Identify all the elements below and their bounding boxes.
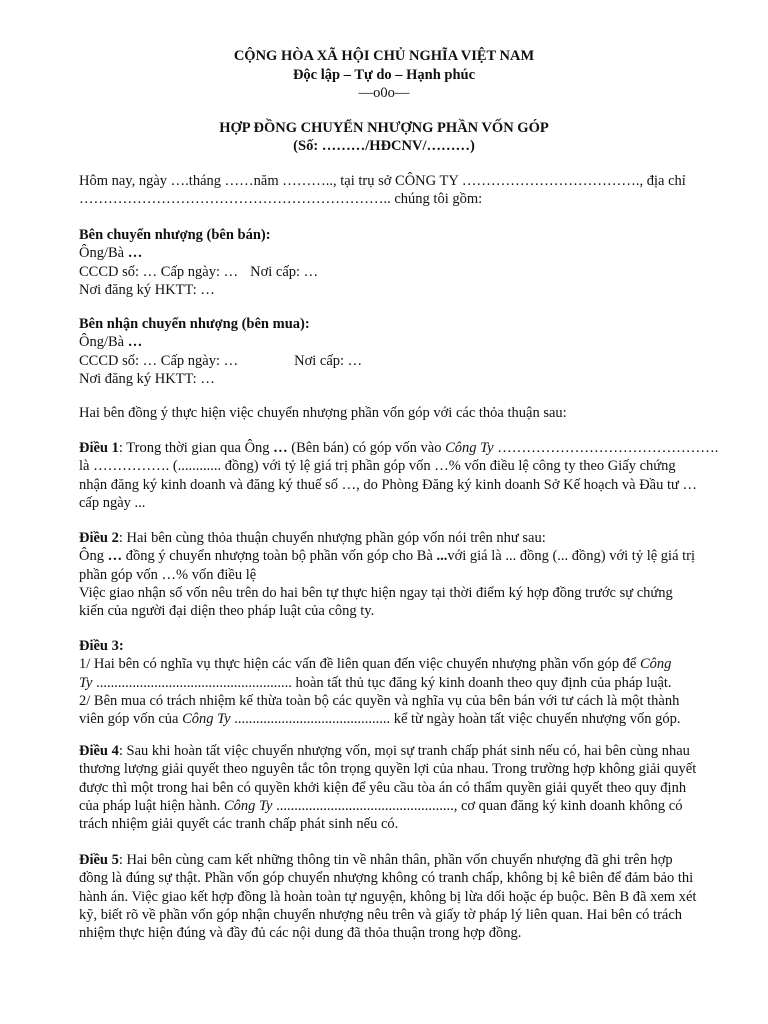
document-title: HỢP ĐỒNG CHUYỂN NHƯỢNG PHẦN VỐN GÓP — [219, 120, 549, 136]
article-4-line-3: được thì một trong hai bên có quyền khởi kiện để yêu cầu tòa án có thẩm quyền giải quyết theo quy định — [79, 779, 687, 796]
seller-heading: Bên chuyển nhượng (bên bán): — [79, 227, 271, 243]
article-4-line-2: thương lượng giải quyết theo nguyên tắc tôn trọng quyền lợi của nhau. Trong trường hợp không giải quyết — [79, 761, 697, 778]
article-4-label: Điều 4 — [79, 743, 119, 759]
article-4-line-1: : Sau khi hoàn tất việc chuyển nhượng vốn, mọi sự tranh chấp phát sinh nếu có, hai bên cùng nhau — [118, 743, 690, 759]
article-2-seller-name: … — [107, 548, 123, 565]
article-3-text: ........................................... kể từ ngày hoàn tất việc chuyển nhượng vốn góp. — [230, 711, 681, 728]
article-2-buyer-name: ... — [436, 548, 448, 565]
agreement-sentence — [79, 404, 725, 422]
article-3 — [79, 637, 725, 728]
article-3-label: Điều 3: — [79, 638, 124, 654]
header-separator: —o0o— — [358, 85, 410, 101]
agreement-text: Hai bên đồng ý thực hiện việc chuyển nhượng phần vốn góp với các thỏa thuận sau: — [79, 405, 567, 421]
article-3-text: ...................................................... hoàn tất thủ tục đăng ký kinh doanh theo quy định của pháp luật. — [92, 674, 672, 691]
article-1-text: ………………………………………. — [493, 440, 719, 456]
article-2-line-1: : Hai bên cùng thỏa thuận chuyển nhượng phần góp vốn nói trên như sau: — [118, 530, 546, 546]
article-3-company: Ty — [79, 674, 93, 691]
buyer-heading: Bên nhận chuyển nhượng (bên mua): — [79, 316, 310, 332]
article-2-label: Điều 2 — [79, 530, 119, 546]
article-1-label: Điều 1 — [79, 440, 119, 456]
seller-section — [79, 226, 725, 299]
article-4-company: Công Ty — [223, 797, 273, 814]
article-5-line-5: nhiệm thực hiện đúng và đầy đủ các nội dung đã thỏa thuận trong hợp đồng. — [79, 925, 522, 942]
article-2-text: Ông — [79, 548, 108, 565]
article-1-text: : Trong thời gian qua Ông — [118, 440, 274, 456]
article-1-line-2: là ……………. (............ đồng) với tỷ lệ giá trị phần góp vốn …% vốn điều lệ công ty theo Giấy chứng — [79, 458, 676, 475]
seller-name-value: … — [127, 245, 143, 262]
seller-issue-place: Nơi cấp: … — [250, 263, 319, 280]
intro-line-2: ……………………………………………………….. chúng tôi gồm: — [79, 191, 483, 208]
article-1-company: Công Ty — [445, 440, 494, 456]
document-number: (Số: ………/HĐCNV/………) — [293, 138, 475, 154]
buyer-section — [79, 315, 725, 388]
article-5-label: Điều 5 — [79, 852, 119, 868]
article-4 — [79, 742, 725, 833]
article-2-line-5: kiến của người đại diện theo pháp luật của công ty. — [79, 603, 375, 620]
intro-paragraph — [79, 172, 725, 209]
article-2-line-3: phần góp vốn …% vốn điều lệ — [79, 566, 257, 583]
article-2-text: với giá là ... đồng (... đồng) với tỷ lệ giá trị — [447, 548, 696, 565]
article-1-line-3: nhận đăng ký kinh doanh và đăng ký thuế số …, do Phòng Đăng ký kinh doanh Sở Kế hoạch và Đầu tư … — [79, 476, 697, 493]
article-3-text: viên góp vốn của — [79, 711, 183, 728]
article-5-line-2: đồng là đúng sự thật. Phần vốn góp chuyển nhượng không có tranh chấp, không bị kê biên để đảm bảo thi — [79, 870, 694, 887]
seller-name-label: Ông/Bà — [79, 245, 125, 262]
article-1-seller-name: … — [273, 440, 288, 456]
article-5-line-1: : Hai bên cùng cam kết những thông tin về nhân thân, phần vốn chuyển nhượng đã ghi trên hợp — [118, 852, 673, 868]
article-5 — [79, 851, 725, 942]
buyer-issue-place: Nơi cấp: … — [294, 352, 363, 369]
article-3-text: 1/ Hai bên có nghĩa vụ thực hiện các vấn đề liên quan đến việc chuyển nhượng phần vốn góp để — [79, 656, 640, 673]
buyer-id-line: CCCD số: … Cấp ngày: … — [79, 352, 239, 369]
article-4-text: ................................................., cơ quan đăng ký kinh doanh không có — [272, 797, 683, 814]
article-2-line-4: Việc giao nhận số vốn nêu trên do hai bên tự thực hiện ngay tại thời điểm ký hợp đồng trước sự chứng — [79, 584, 673, 601]
article-3-company: Công Ty — [182, 711, 231, 728]
article-4-text: của pháp luật hiện hành. — [79, 797, 224, 814]
buyer-address: Nơi đăng ký HKTT: … — [79, 370, 215, 387]
article-2-text: đồng ý chuyển nhượng toàn bộ phần vốn góp cho Bà — [122, 548, 437, 565]
seller-id-line: CCCD số: … Cấp ngày: … — [79, 263, 239, 280]
nation-heading: CỘNG HÒA XÃ HỘI CHỦ NGHĨA VIỆT NAM — [233, 48, 535, 64]
article-3-company: Công — [639, 656, 672, 673]
article-1 — [79, 439, 725, 512]
buyer-name-label: Ông/Bà — [79, 334, 125, 351]
article-1-text: (Bên bán) có góp vốn vào — [287, 440, 446, 456]
article-5-line-4: kỹ, biết rõ về phần vốn góp nhận chuyển nhượng nêu trên và giấy tờ pháp lý liên quan. Hai bên có trách — [79, 906, 683, 923]
article-3-line-4: 2/ Bên mua có trách nhiệm kế thừa toàn bộ các quyền và nghĩa vụ của bên bán với tư cách là một thành — [79, 692, 680, 709]
buyer-name-value: … — [127, 334, 143, 351]
article-4-line-5: trách nhiệm giải quyết các tranh chấp phát sinh nếu có. — [79, 816, 399, 833]
intro-line-1: Hôm nay, ngày ….tháng ……năm ……….., tại trụ sở CÔNG TY ………………………………., địa chỉ — [79, 173, 686, 189]
seller-address: Nơi đăng ký HKTT: … — [79, 281, 215, 298]
article-2 — [79, 529, 725, 620]
article-5-line-3: hành án. Việc giao kết hợp đồng là hoàn toàn tự nguyện, không bị lừa dối hoặc ép buộc. Bên B đã xem xét — [79, 888, 697, 905]
article-1-line-4: cấp ngày ... — [79, 494, 146, 511]
motto: Độc lập – Tự do – Hạnh phúc — [292, 67, 476, 83]
